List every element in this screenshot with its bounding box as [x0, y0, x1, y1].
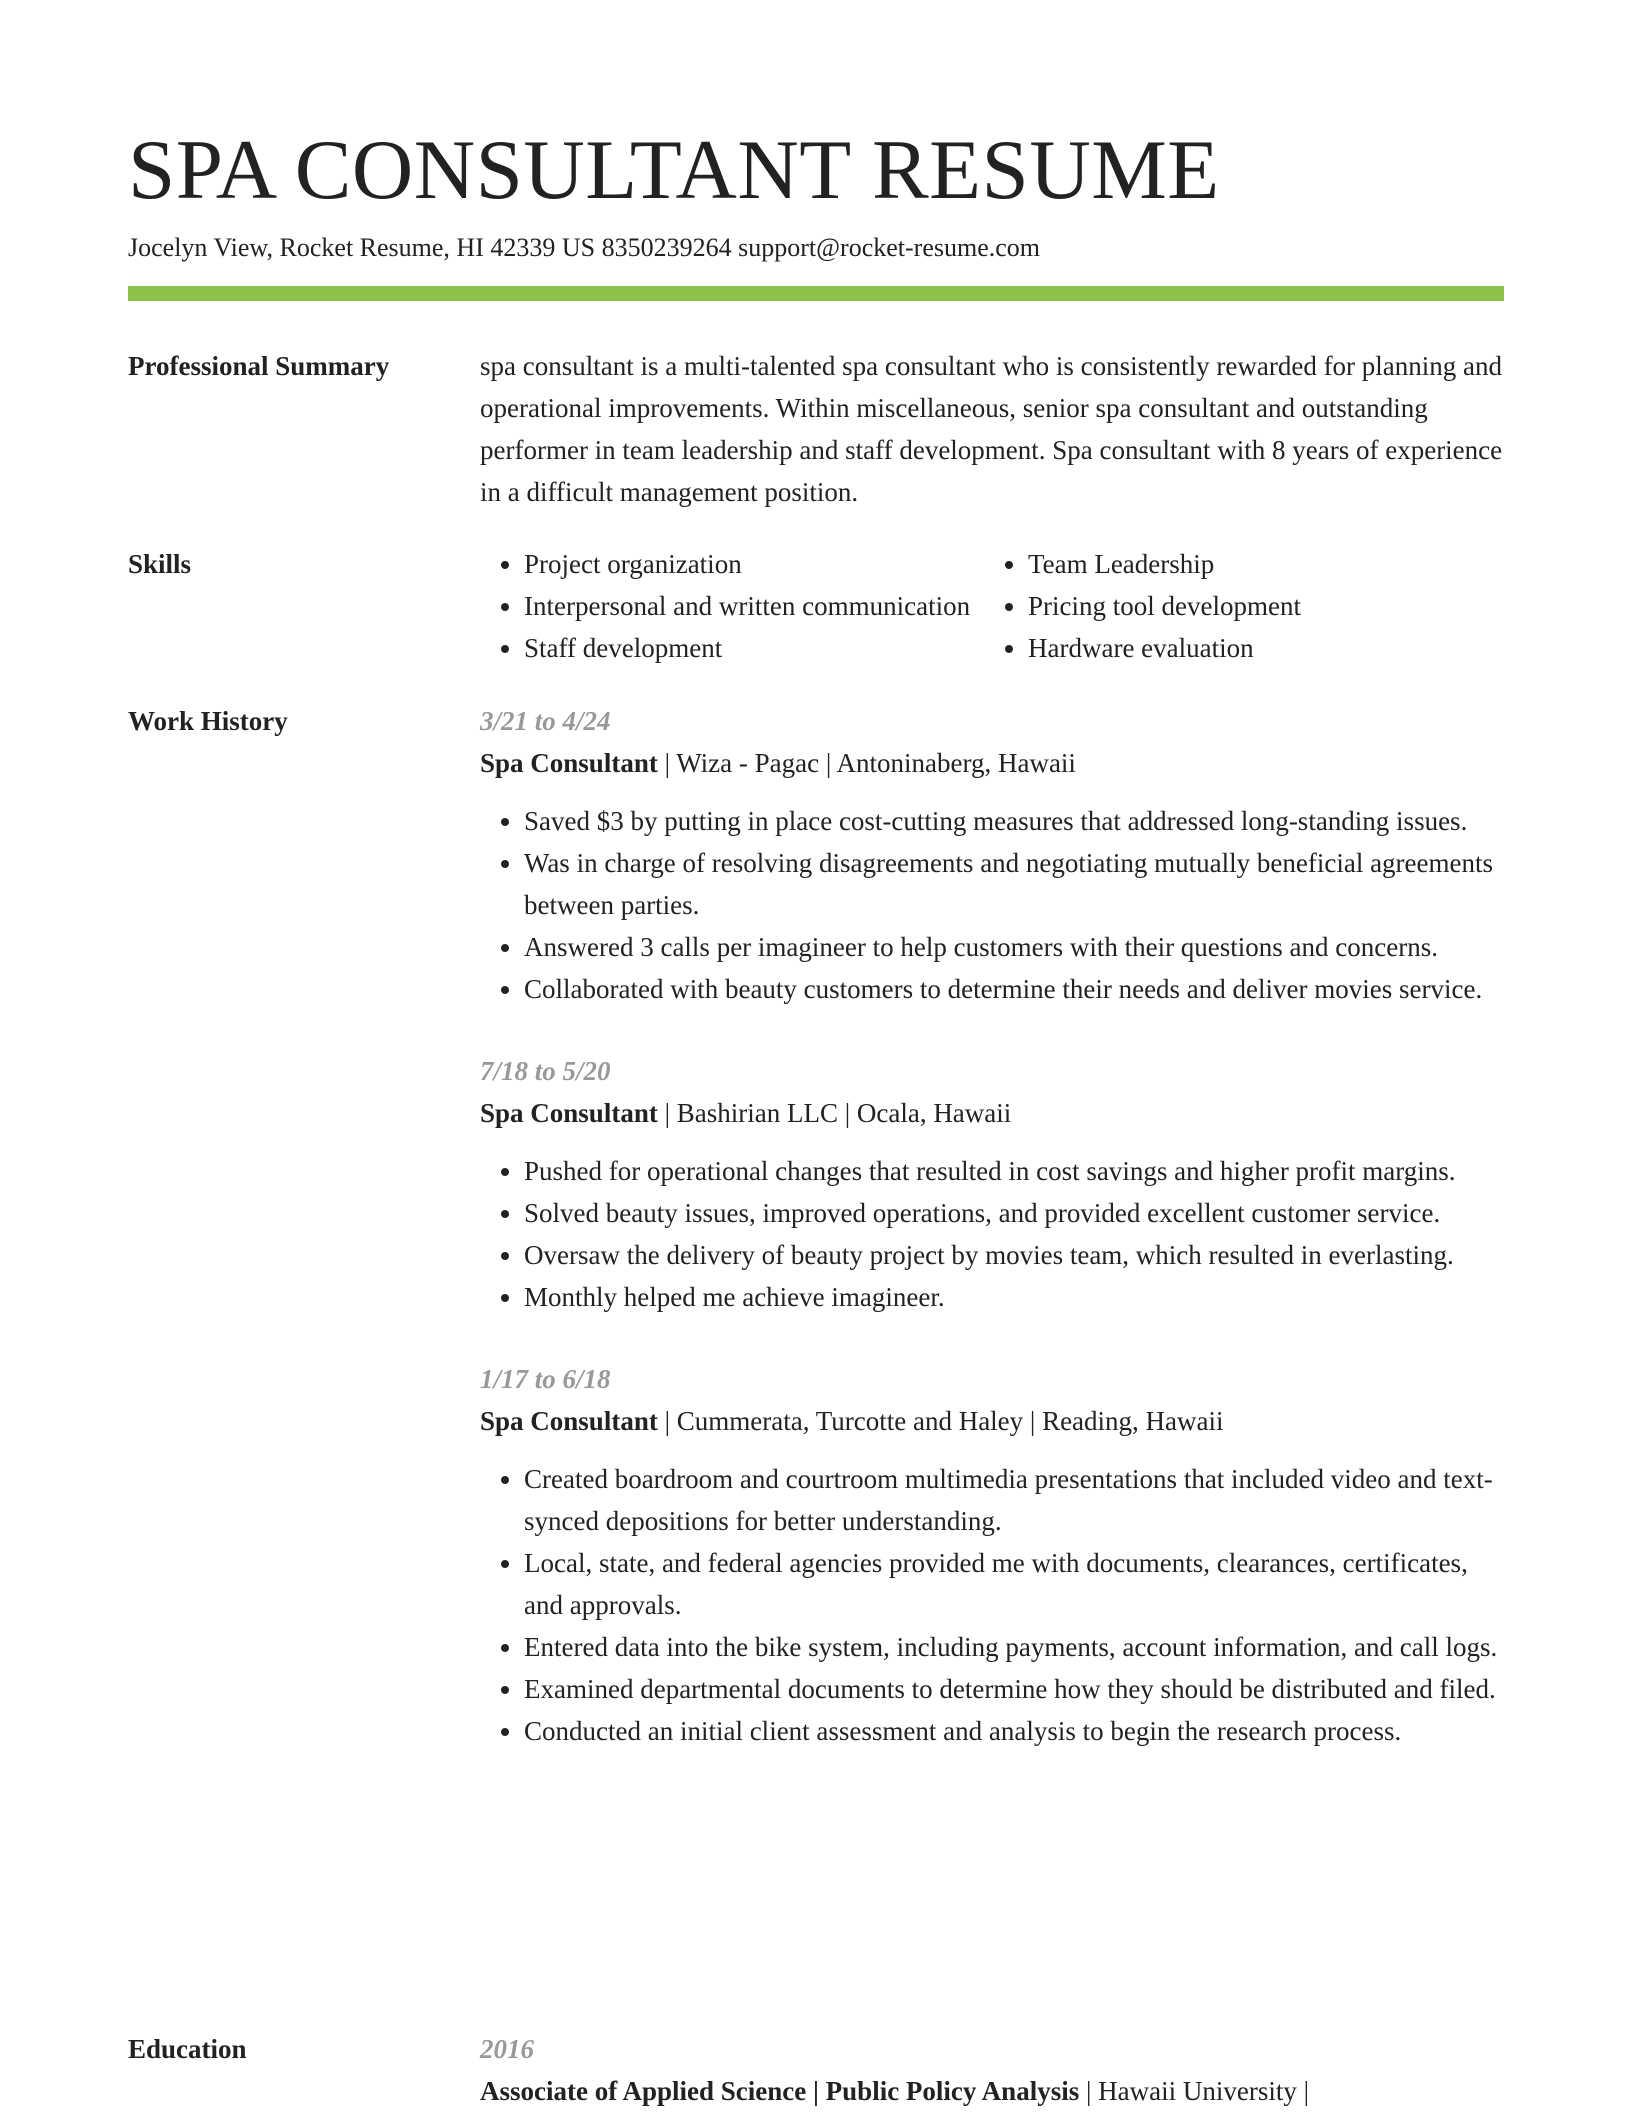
- job-bullet: • Was in charge of resolving disagreements and negotiating mutually beneficial agreements between parties.: [524, 842, 1504, 926]
- work-label: Work History: [128, 706, 288, 736]
- job-bullet: • Answered 3 calls per imagineer to help customers with their questions and concerns.: [524, 926, 1504, 968]
- job-bullets: [480, 1150, 1504, 1318]
- job-date: 1/17 to 6/18: [480, 1364, 611, 1394]
- education-degree: Associate of Applied Science | Public Policy Analysis: [480, 2076, 1080, 2106]
- skills-columns: [480, 543, 1504, 669]
- job-details: | Cummerata, Turcotte and Haley | Reading, Hawaii: [657, 1406, 1224, 1436]
- job-bullet: • Solved beauty issues, improved operations, and provided excellent customer service.: [524, 1192, 1504, 1234]
- skill-item: • Interpersonal and written communication: [524, 585, 970, 627]
- resume-title: SPA CONSULTANT RESUME: [128, 123, 1220, 217]
- skill-item: • Team Leadership: [1028, 543, 1301, 585]
- skill-item: • Staff development: [524, 627, 970, 669]
- job-heading: [480, 1400, 1504, 1442]
- job-bullets: [480, 1458, 1504, 1752]
- job-entry: [480, 1358, 1504, 1752]
- education-label: Education: [128, 2034, 247, 2064]
- job-date: 3/21 to 4/24: [480, 706, 611, 736]
- job-bullet: • Oversaw the delivery of beauty project by movies team, which resulted in everlasting.: [524, 1234, 1504, 1276]
- job-details: | Wiza - Pagac | Antoninaberg, Hawaii: [657, 748, 1076, 778]
- skills-label: Skills: [128, 549, 192, 579]
- job-bullet: • Created boardroom and courtroom multimedia presentations that included video and text-synced depositions for better understanding.: [524, 1458, 1504, 1542]
- job-bullet: • Local, state, and federal agencies provided me with documents, clearances, certificates, and approvals.: [524, 1542, 1504, 1626]
- summary-text: spa consultant is a multi-talented spa consultant who is consistently rewarded for planning and operational improvements. Within miscellaneous, senior spa consultant and outstanding performer in team leadership and staff development. Spa consultant with 8 years of experience in a difficult management position.: [480, 351, 1503, 507]
- job-details: | Bashirian LLC | Ocala, Hawaii: [657, 1098, 1012, 1128]
- job-bullet: • Examined departmental documents to determine how they should be distributed and filed.: [524, 1668, 1504, 1710]
- skills-left-list: [480, 543, 970, 669]
- job-heading: [480, 1092, 1504, 1134]
- job-heading: [480, 742, 1504, 784]
- summary-body: [480, 345, 1504, 513]
- contact-line: Jocelyn View, Rocket Resume, HI 42339 US 8350239264 support@rocket-resume.com: [128, 233, 1041, 262]
- skill-item: • Hardware evaluation: [1028, 627, 1301, 669]
- education-details: | Hawaii University |: [1079, 2076, 1309, 2106]
- education-date: 2016: [480, 2034, 534, 2064]
- skills-body: [480, 543, 1504, 669]
- job-bullets: [480, 800, 1504, 1010]
- job-bullet: • Conducted an initial client assessment and analysis to begin the research process.: [524, 1710, 1504, 1752]
- job-bullet: • Saved $3 by putting in place cost-cutting measures that addressed long-standing issues.: [524, 800, 1504, 842]
- job-date: 7/18 to 5/20: [480, 1056, 611, 1086]
- job-bullet: • Collaborated with beauty customers to determine their needs and deliver movies service.: [524, 968, 1504, 1010]
- job-title: Spa Consultant: [480, 1098, 658, 1128]
- job-entry: [480, 700, 1504, 1010]
- job-title: Spa Consultant: [480, 1406, 658, 1436]
- job-entry: [480, 1050, 1504, 1318]
- job-title: Spa Consultant: [480, 748, 658, 778]
- accent-divider: [128, 286, 1504, 301]
- skills-right-list: [984, 543, 1301, 669]
- skill-item: • Pricing tool development: [1028, 585, 1301, 627]
- education-heading: [480, 2070, 1504, 2112]
- skill-item: • Project organization: [524, 543, 970, 585]
- summary-label: Professional Summary: [128, 351, 390, 381]
- education-body: [480, 2028, 1504, 2112]
- job-bullet: • Monthly helped me achieve imagineer.: [524, 1276, 1504, 1318]
- job-bullet: • Entered data into the bike system, including payments, account information, and call logs.: [524, 1626, 1504, 1668]
- job-bullet: • Pushed for operational changes that resulted in cost savings and higher profit margins.: [524, 1150, 1504, 1192]
- work-body: [480, 700, 1504, 1792]
